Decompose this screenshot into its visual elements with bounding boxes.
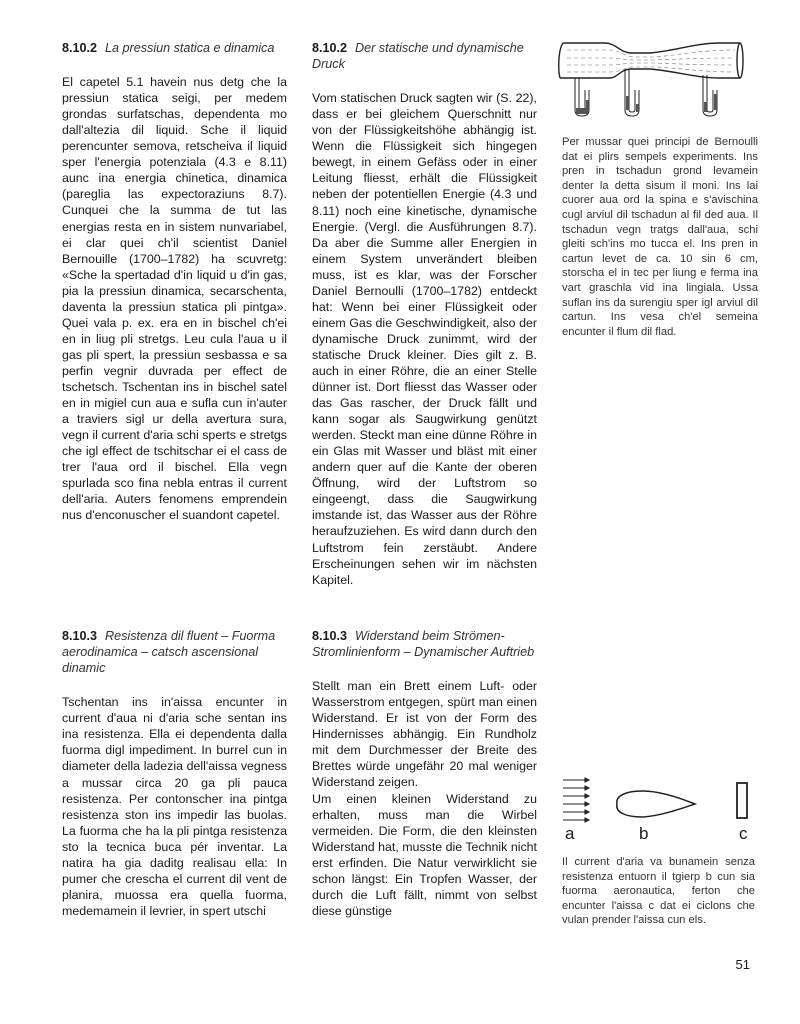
section-heading <box>62 628 287 676</box>
body-paragraph: Tschentan ins in'aissa encunter in current d'aua ni d'aria sche sentan ins ina resistenza. Ella ei dependenta dalla fuorma digl impediment. In burrel cun in diameter della ladezia dell'aissa vegness a mussar circa 20 ga pli pauca resistenza. Per contonscher ina pintga resistenza ston ins impedir las buolas. La fuorma che ha la pli pintga resistenza sto la tecnica buca pér inventar. La natira ha gia daditg realisau ella: In pumer che crescha el current dil vent de planira, muossa era quella fuorma, medemamein il levrier, in spert utschi <box>62 695 287 918</box>
body-paragraph: Vom statischen Druck sagten wir (S. 22), dass er bei gleichem Querschnitt nur von der Flüssigkeitshöhe abhängig ist. Wenn die Flüssigkeit sich hingegen bewegt, in einem Gefäss oder in einer Leitung fliesst, erhält die Flüssigkeit neben der potentiellen Energie (4.3 und 8.11) noch eine kinetische, dynamische Energie. (Vergl. die Ausführungen 8.7). Da aber die Summe aller Energien in einem System unverändert bleiben muss, ist es klar, was der Forscher Daniel Bernoulli (1700–1782) entdeckt hat: Wenn bei einer Flüssigkeit oder einem Gas die Geschwindigkeit, also der dynamische Druck zunimmt, wird der statische Druck kleiner. Dies gilt z. B. auch in einer Röhre, die an einer Stelle dünner ist. Dort fliesst das Wasser oder das Gas rascher, der Druck fällt und kann sogar als Saugwirkung genützt werden. Steckt man eine dünne Röhre in ein Glas mit Wasser und bläst mit einer andern quer auf die Kante der oberen Öffnung, wird der Luftstrom so eingeengt, dass die Saugwirkung imstande ist, das Wasser aus der Röhre heraufzuziehen. Es wird dann durch den Luftstrom fein zerstäubt. Andere Erscheinungen sehen wir im nächsten Kapitel. <box>312 91 537 587</box>
body-paragraph: Um einen kleinen Widerstand zu erhalten, muss man die Wirbel vermeiden. Die Form, die den kleinsten Widerstand hat, musste die Technik nicht erst erfinden. Die Natur verwirklicht sie schon längst: Ein Tropfen Wasser, der durch die Luft fällt, nimmt von selbst diese günstige <box>312 791 537 918</box>
section-title: Widerstand beim Strömen-Stromlinienform – Dynamischer Auftrieb <box>312 629 535 660</box>
page-number: 51 <box>735 957 750 972</box>
romansh-column-bottom <box>62 628 287 919</box>
section-heading <box>312 628 537 660</box>
german-column-top <box>312 40 537 588</box>
section-number: 8.10.3 <box>62 629 98 643</box>
section-title: La pressiun statica e dinamica <box>105 41 275 55</box>
tube-outline-top <box>563 43 740 53</box>
streamlined-body-shape <box>617 791 695 817</box>
shapes-caption: Il current d'aria va bunamein senza resistenza entuorn il tgierp b cun sia fuorma aeronautica, ferton che encunter l'aissa c dat ei ciclons che vulan prender l'aissa cun els. <box>562 856 755 927</box>
section-heading <box>312 40 537 72</box>
airflow-arrows <box>563 778 589 822</box>
shape-label-a: a <box>565 824 575 843</box>
section-title: Resistenza dil fluent – Fuorma aerodinamica – catsch ascensional dinamic <box>62 629 276 676</box>
shape-label-b: b <box>639 824 649 843</box>
shape-label-c: c <box>739 824 748 843</box>
section-number: 8.10.3 <box>312 629 348 643</box>
tube-outline-bottom <box>560 69 740 78</box>
romansh-column-top <box>62 40 287 523</box>
body-paragraph: El capetel 5.1 havein nus detg che la pressiun statica seigi, per medem grondas surfatschas, dependenta mo dall'altezia dil liquid. Sche il liquid perencunter semova, retscheiva il liquid sper l'energia potenziala (4.3 e 8.11) aunc ina energia chinetica, dinamica (pareglia las expectoraziuns 8.7). Cunquei che la summa de tut las energias resta en in sistem nunvariabel, ei clar quei ch'il scientist Daniel Bernouille (1700–1782) ha scuvretg: «Sche la spertadad d'in liquid u d'in gas, pia la pressiun dinamica, secarschenta, daventa la pressiun statica pli pintga». Quei vala p. ex. era en in bischel ch'ei en in liug pli stretgs. Leu cula l'aua u il gas pli spert, la pressiun sesbassa e sa perfin vegnir duvrada per effect de tschetsch. Tschentan ins in bischel satel en in migiel cun aua e sufla cun in'auter a traviers sigl ur della avertura sura, vegn il current d'aria schi sperts e stretgs che igl effect de tschitschar ei el cass de trer l'aua ord il bischel. Ella vegn spurlada sco fina nebla entras il current dell'aria. Auters fenomens emprendein nus d'enconuscher el suandont capetel. <box>62 75 287 523</box>
german-column-bottom <box>312 628 537 919</box>
venturi-caption: Per mussar quei principi de Bernoulli dat ei plirs sempels experiments. Ins pren in tschadun grond levamein denter la detta sisum il moni. Ins lai cuorer aua ord la spina e s'avischina cugl arviul dil tschadun al fil ded aua. Il tschadun vegn tratgs dall'aua, schi gleiti sch'ins mo tucca el. Ins pren in cartun levet de ca. 10 sin 6 cm, storscha el in tec per liung e ferma ina vart graschla vid ina lingiala. Ussa suflan ins da surengiu sper igl arviul dil cartun. Ins vesa ch'el semeina encunter il flum dil flad. <box>562 136 758 338</box>
section-title: Der statische und dynamische Druck <box>312 41 524 72</box>
venturi-tube-illustration <box>555 38 775 118</box>
section-number: 8.10.2 <box>312 41 348 55</box>
section-heading <box>62 40 287 56</box>
section-number: 8.10.2 <box>62 41 98 55</box>
body-paragraph: Stellt man ein Brett einem Luft- oder Wasserstrom entgegen, spürt man einen Widerstand. Er ist von der Form des Hindernisses abhängig. Ein Rundholz mit dem Durchmesser der Breite des Brettes würde ungefähr 20 mal weniger Widerstand zeigen. <box>312 679 537 790</box>
flat-plate-shape <box>737 783 747 818</box>
